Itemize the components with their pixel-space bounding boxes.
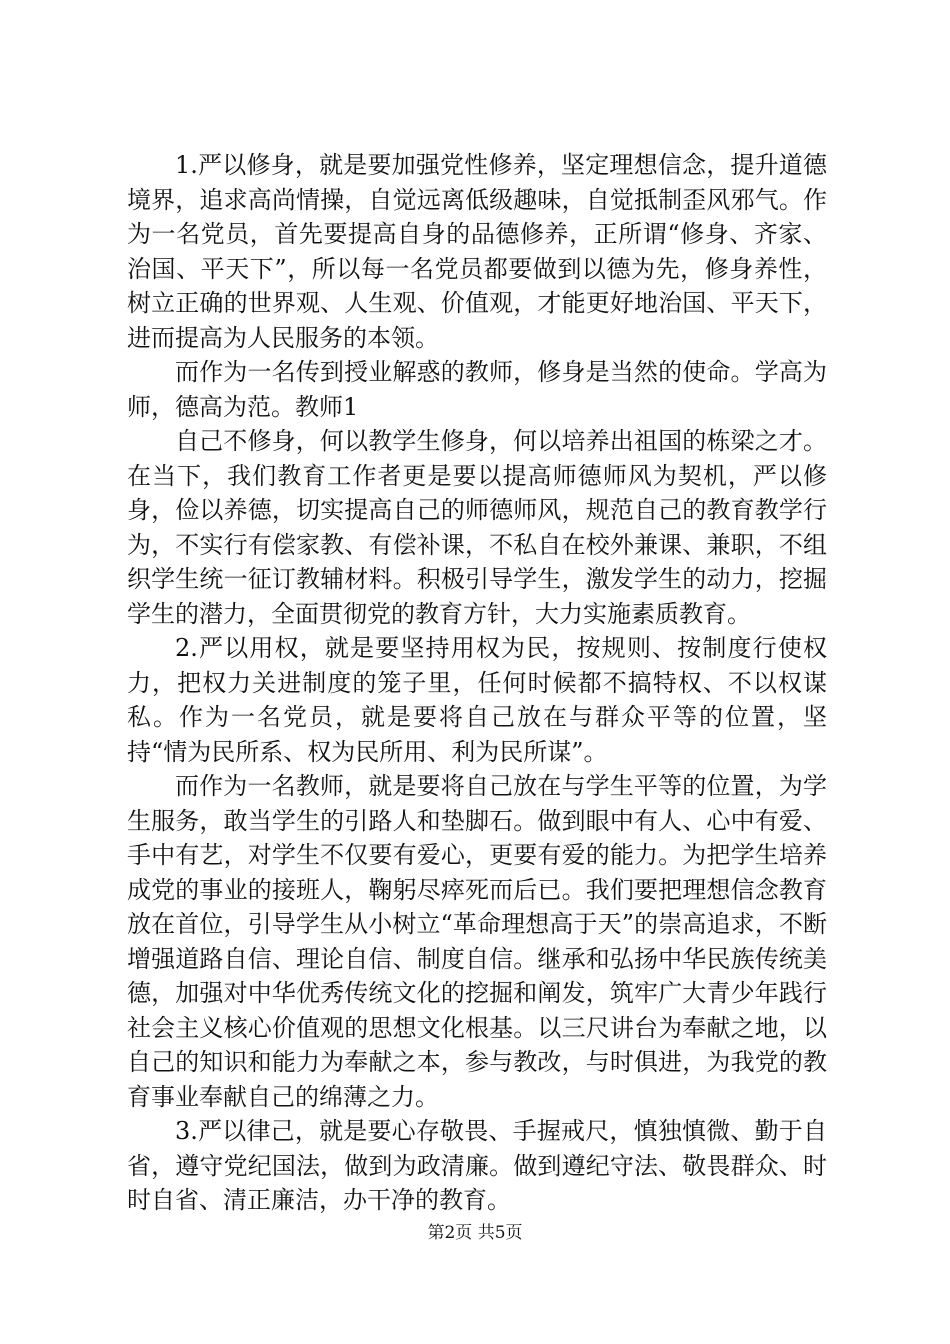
paragraph-6: 3.严以律己，就是要心存敬畏、手握戒尺，慎独慎微、勤于自省，遵守党纪国法，做到为政清廉。做到遵纪守法、敬畏群众、时时自省、清正廉洁，办干净的教育。 — [127, 1117, 827, 1214]
paragraph-1: 1.严以修身，就是要加强党性修养，坚定理想信念，提升道德境界，追求高尚情操，自觉远离低级趣味，自觉抵制歪风邪气。作为一名党员，首先要提高自身的品德修养，正所谓“修身、齐家、治国、平天下”，所以每一名党员都要做到以德为先，修身养性，树立正确的世界观、人生观、价值观，才能更好地治国、平天下，进而提高为人民服务的本领。 — [127, 151, 827, 352]
paragraph-2: 而作为一名传到授业解惑的教师，修身是当然的使命。学高为师，德高为范。教师1 — [127, 358, 827, 421]
paragraph-4: 2.严以用权，就是要坚持用权为民，按规则、按制度行使权力，把权力关进制度的笼子里，任何时候都不搞特权、不以权谋私。作为一名党员，就是要将自己放在与群众平等的位置，坚持“情为民所系、权为民所用、利为民所谋”。 — [127, 634, 827, 766]
paragraph-5: 而作为一名教师，就是要将自己放在与学生平等的位置，为学生服务，敢当学生的引路人和垫脚石。做到眼中有人、心中有爱、手中有艺，对学生不仅要有爱心，更要有爱的能力。为把学生培养成党的事业的接班人，鞠躬尽瘁死而后已。我们要把理想信念教育放在首位，引导学生从小树立“革命理想高于天”的崇高追求，不断增强道路自信、理论自信、制度自信。继承和弘扬中华民族传统美德，加强对中华优秀传统文化的挖掘和阐发，筑牢广大青少年践行社会主义核心价值观的思想文化根基。以三尺讲台为奉献之地，以自己的知识和能力为奉献之本，参与教改，与时俱进，为我党的教育事业奉献自己的绵薄之力。 — [127, 772, 827, 1111]
paragraph-3: 自己不修身，何以教学生修身，何以培养出祖国的栋梁之才。在当下，我们教育工作者更是要以提高师德师风为契机，严以修身，俭以养德，切实提高自己的师德师风，规范自己的教育教学行为，不实行有偿家教、有偿补课，不私自在校外兼课、兼职，不组织学生统一征订教辅材料。积极引导学生，激发学生的动力，挖掘学生的潜力，全面贯彻党的教育方针，大力实施素质教育。 — [127, 427, 827, 628]
page-number-footer: 第2页 共5页 — [427, 1223, 523, 1243]
document-body — [127, 148, 827, 1218]
